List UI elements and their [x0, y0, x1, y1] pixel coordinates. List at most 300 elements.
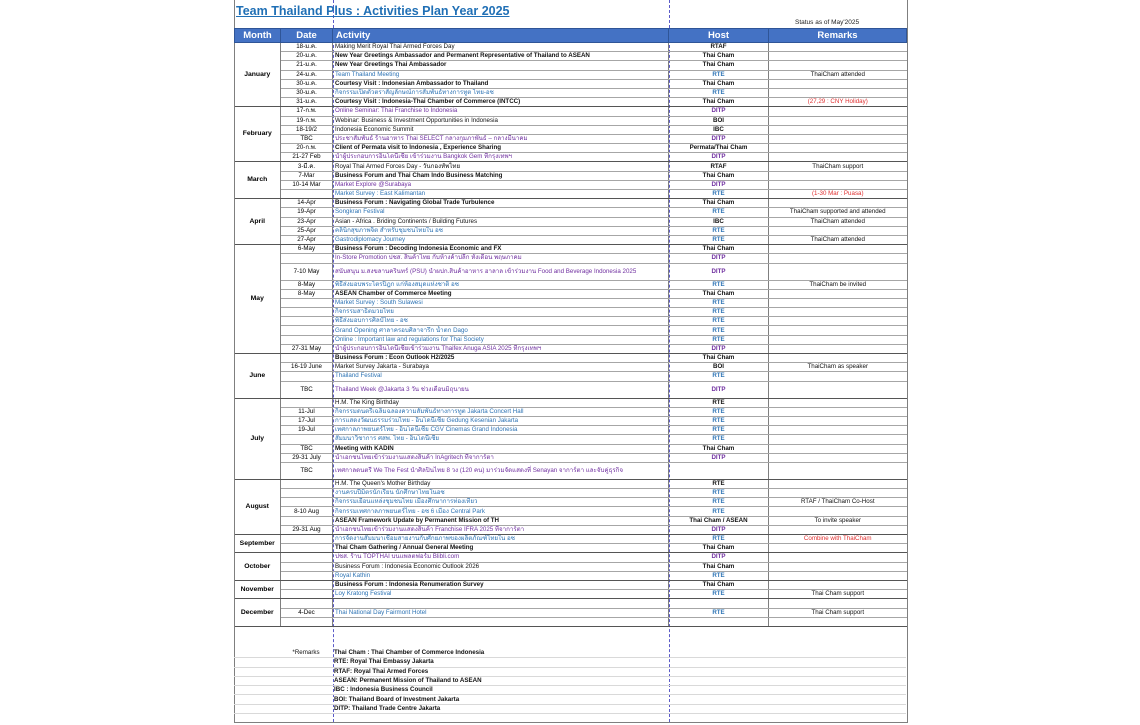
date-cell [281, 535, 333, 544]
remarks-cell: Thai Cham support [769, 590, 907, 599]
remarks-cell [769, 354, 907, 363]
host-cell: BOI [669, 116, 769, 125]
date-cell: 27-31 May [281, 344, 333, 353]
month-cell: April [235, 199, 281, 245]
host-cell: RTE [669, 398, 769, 407]
activity-cell: นำเอกชนไทยเข้าร่วมงานแสดงสินค้า Franchise IFRA 2025 ที่จาการ์ตา [333, 525, 669, 534]
date-cell [281, 590, 333, 599]
activity-cell: Meeting with KADIN [333, 444, 669, 453]
activity-cell: ASEAN Framework Update by Permanent Mission of TH [333, 516, 669, 525]
date-cell [281, 308, 333, 317]
month-cell: June [235, 354, 281, 399]
remarks-label [280, 676, 332, 685]
remarks-cell [769, 171, 907, 180]
remarks-cell [769, 335, 907, 344]
date-cell: 8-May [281, 280, 333, 289]
table-row [235, 363, 907, 372]
host-cell: DITP [669, 134, 769, 143]
table-row [235, 180, 907, 189]
table-row [235, 217, 907, 226]
host-cell: Thai Cham [669, 289, 769, 298]
date-cell [281, 553, 333, 562]
host-cell: RTE [669, 608, 769, 617]
date-cell [281, 317, 333, 326]
remarks-cell [769, 344, 907, 353]
remarks-cell: To invite speaker [769, 516, 907, 525]
remarks-cell [769, 116, 907, 125]
activity-cell: กิจกรรมเทศกาลภาพยนตร์ไทย - อซ 6 เมือง Central Park [333, 507, 669, 516]
table-row [235, 407, 907, 416]
host-cell: Permata/Thai Cham [669, 144, 769, 153]
remarks-cell [769, 599, 907, 608]
date-cell [281, 489, 333, 498]
remarks-cell [769, 125, 907, 134]
month-cell: January [235, 43, 281, 107]
date-cell [281, 562, 333, 571]
activity-cell: พิธีส่งมอบพระไตรปิฎก แก่ห้องสมุดแห่งชาติ อซ [333, 280, 669, 289]
activity-cell: Market Explore @Surabaya [333, 180, 669, 189]
table-row [235, 535, 907, 544]
date-cell [281, 498, 333, 507]
activity-cell: เทศกาลภาพยนตร์ไทย - อินโดนีเซีย CGV Cinemas Grand Indonesia [333, 426, 669, 435]
table-row [235, 489, 907, 498]
remarks-label [280, 704, 332, 713]
table-row [235, 444, 907, 453]
legend-entry: DITP: Thailand Trade Centre Jakarta [332, 704, 906, 713]
remarks-cell [769, 79, 907, 88]
table-row [235, 88, 907, 97]
table-row [235, 52, 907, 61]
host-cell: RTE [669, 507, 769, 516]
host-cell: RTE [669, 426, 769, 435]
activity-cell: Market Survey : South Sulawesi [333, 298, 669, 307]
date-cell: 31-ม.ค. [281, 98, 333, 107]
date-cell: 27-Apr [281, 235, 333, 244]
table-row [235, 245, 907, 254]
remarks-cell [769, 153, 907, 162]
remarks-cell [769, 134, 907, 143]
host-cell: RTE [669, 535, 769, 544]
table-row [235, 435, 907, 444]
date-cell: 14-Apr [281, 199, 333, 208]
host-cell [669, 617, 769, 626]
table-row [235, 308, 907, 317]
legend-row [234, 667, 906, 676]
table-row [235, 43, 907, 52]
activity-cell [333, 599, 669, 608]
host-cell: RTE [669, 479, 769, 488]
remarks-label [280, 658, 332, 667]
date-cell: TBC [281, 381, 333, 398]
host-cell: Thai Cham [669, 199, 769, 208]
activity-cell: Market Survey : East Kalimantan [333, 190, 669, 199]
activity-cell [333, 617, 669, 626]
host-cell: RTE [669, 372, 769, 381]
remarks-cell: ThaiCham supported and attended [769, 208, 907, 217]
table-body [235, 43, 907, 627]
activity-cell: กิจกรรมเปิดตัวตราสัญลักษณ์การสัมพันธ์ทางการทูต ไทย-อซ [333, 88, 669, 97]
remarks-cell [769, 199, 907, 208]
legend-row [234, 695, 906, 704]
table-row [235, 61, 907, 70]
legend-row [234, 649, 906, 658]
date-cell [281, 335, 333, 344]
activity-cell: Online Seminar: Thai Franchise to Indonesia [333, 107, 669, 116]
activity-cell: การจัดงานสัมมนาเชื่อมสายงานกับศักยภาพของผลิตภัณฑ์ไทยใน อซ [333, 535, 669, 544]
legend-row [234, 686, 906, 695]
activity-cell: คลินิกสุขภาพจิต สำหรับชุมชนไทยใน อซ [333, 226, 669, 235]
host-cell: RTE [669, 335, 769, 344]
host-cell: RTE [669, 489, 769, 498]
host-cell: DITP [669, 525, 769, 534]
date-cell: 30-ม.ค. [281, 88, 333, 97]
date-cell [281, 190, 333, 199]
host-cell: RTE [669, 308, 769, 317]
table-row [235, 263, 907, 280]
host-cell: DITP [669, 553, 769, 562]
table-row [235, 298, 907, 307]
table-row [235, 571, 907, 580]
table-row [235, 134, 907, 143]
host-cell: RTE [669, 416, 769, 425]
remarks-cell [769, 226, 907, 235]
activity-cell: Courtesy Visit : Indonesian Ambassador to Thailand [333, 79, 669, 88]
remarks-cell [769, 263, 907, 280]
table-row [235, 599, 907, 608]
header-date: Date [281, 29, 333, 43]
month-cell: July [235, 398, 281, 479]
table-row [235, 372, 907, 381]
host-cell: RTE [669, 590, 769, 599]
remarks-cell [769, 107, 907, 116]
host-cell: DITP [669, 254, 769, 263]
table-row [235, 116, 907, 125]
table-row [235, 226, 907, 235]
table-row [235, 254, 907, 263]
remarks-cell [769, 435, 907, 444]
table-row [235, 381, 907, 398]
table-row [235, 562, 907, 571]
activity-cell: Business Forum : Indonesia Renumeration Survey [333, 580, 669, 589]
activity-cell: ประชาสัมพันธ์ ร้านอาหาร Thai SELECT กลางกุมภาพันธ์ – กลางมีนาคม [333, 134, 669, 143]
header-remarks: Remarks [769, 29, 907, 43]
table-row [235, 553, 907, 562]
date-cell [281, 354, 333, 363]
activity-cell: Courtesy Visit : Indonesia-Thai Chamber of Commerce (INTCC) [333, 98, 669, 107]
date-cell [281, 544, 333, 553]
table-row [235, 335, 907, 344]
date-cell: 6-May [281, 245, 333, 254]
host-cell: Thai Cham [669, 52, 769, 61]
date-cell: 23-Apr [281, 217, 333, 226]
table-row [235, 580, 907, 589]
legend-spacer [234, 704, 280, 713]
host-cell: RTE [669, 280, 769, 289]
host-cell: Thai Cham [669, 444, 769, 453]
host-cell: RTE [669, 298, 769, 307]
remarks-cell [769, 43, 907, 52]
table-row [235, 479, 907, 488]
host-cell [669, 462, 769, 479]
table-row [235, 354, 907, 363]
table-row [235, 70, 907, 79]
activity-cell: นำผู้ประกอบการอินโดนีเซียเข้าร่วมงาน Thaifex Anuga ASIA 2025 ที่กรุงเทพฯ [333, 344, 669, 353]
host-cell: Thai Cham [669, 544, 769, 553]
legend-entry: IBC : Indonesia Business Council [332, 686, 906, 695]
table-row [235, 280, 907, 289]
table-row [235, 453, 907, 462]
header-host: Host [669, 29, 769, 43]
activity-cell: งานครบปีมิตรนักเรียน นักศึกษาไทยในอซ [333, 489, 669, 498]
table-row [235, 125, 907, 134]
remarks-label: *Remarks [280, 649, 332, 658]
host-cell: Thai Cham / ASEAN [669, 516, 769, 525]
remarks-cell [769, 398, 907, 407]
remarks-cell [769, 426, 907, 435]
activity-cell: Online : Important law and regulations for Thai Society [333, 335, 669, 344]
month-cell: March [235, 162, 281, 199]
date-cell: 29-31 Aug [281, 525, 333, 534]
host-cell: Thai Cham [669, 580, 769, 589]
remarks-cell [769, 245, 907, 254]
date-cell [281, 326, 333, 335]
date-cell: 10-14 Mar [281, 180, 333, 189]
activity-cell: การแสดงวัฒนธรรมร่วมไทย - อินโดนีเซีย Gedung Kesenian Jakarta [333, 416, 669, 425]
host-cell: Thai Cham [669, 245, 769, 254]
table-row [235, 208, 907, 217]
date-cell: 25-Apr [281, 226, 333, 235]
date-cell: 11-Jul [281, 407, 333, 416]
host-cell: RTE [669, 326, 769, 335]
host-cell: RTE [669, 226, 769, 235]
date-cell: 20-ม.ค. [281, 52, 333, 61]
remarks-cell [769, 416, 907, 425]
remarks-cell [769, 525, 907, 534]
table-row [235, 617, 907, 626]
host-cell: DITP [669, 263, 769, 280]
host-cell: Thai Cham [669, 79, 769, 88]
activity-cell: Royal Kathin [333, 571, 669, 580]
activity-cell: In-Store Promotion ปชส. สินค้าไทย กับห้างค้าปลีก ทั้งเดือน พฤษภาคม [333, 254, 669, 263]
date-cell: 18-ม.ค. [281, 43, 333, 52]
host-cell: Thai Cham [669, 98, 769, 107]
activity-cell: New Year Greetings Thai Ambassador [333, 61, 669, 70]
activity-cell: Thailand Week @Jakarta 3 วัน ช่วงเดือนมิถุนายน [333, 381, 669, 398]
remarks-cell [769, 298, 907, 307]
remarks-cell [769, 326, 907, 335]
date-cell: TBC [281, 462, 333, 479]
activity-cell: สนับสนุน ม.สงขลานครินทร์ (PSU) นำผปก.สินค้าอาหาร ฮาลาล เข้าร่วมงาน Food and Beverage Indonesia 2025 [333, 263, 669, 280]
remarks-cell [769, 553, 907, 562]
activity-cell: Gastrodiplomacy Journey [333, 235, 669, 244]
table-row [235, 544, 907, 553]
host-cell: Thai Cham [669, 61, 769, 70]
date-cell: 21-ม.ค. [281, 61, 333, 70]
table-row [235, 462, 907, 479]
remarks-cell [769, 88, 907, 97]
remarks-cell [769, 507, 907, 516]
host-cell: IBC [669, 217, 769, 226]
table-row [235, 525, 907, 534]
remarks-cell [769, 317, 907, 326]
header-month: Month [235, 29, 281, 43]
host-cell: RTE [669, 208, 769, 217]
remarks-cell [769, 144, 907, 153]
table-row [235, 344, 907, 353]
host-cell: RTE [669, 498, 769, 507]
table-row [235, 162, 907, 171]
date-cell [281, 479, 333, 488]
month-cell: February [235, 107, 281, 162]
host-cell [669, 599, 769, 608]
legend-entry: BOI: Thailand Board of Investment Jakarta [332, 695, 906, 704]
host-cell: RTE [669, 88, 769, 97]
date-cell: 8-May [281, 289, 333, 298]
host-cell: RTE [669, 70, 769, 79]
activity-cell: Thai National Day Fairmont Hotel [333, 608, 669, 617]
remarks-cell: ThaiCham attended [769, 217, 907, 226]
remarks-cell: ThaiCham be invited [769, 280, 907, 289]
remarks-cell [769, 180, 907, 189]
host-cell: RTAF [669, 162, 769, 171]
date-cell: 17-Jul [281, 416, 333, 425]
host-cell: RTE [669, 571, 769, 580]
activity-cell: กิจกรรมสาธิตมวยไทย [333, 308, 669, 317]
remarks-cell: ThaiCham as speaker [769, 363, 907, 372]
legend-spacer [234, 676, 280, 685]
date-cell: 3-มี.ค. [281, 162, 333, 171]
table-row [235, 190, 907, 199]
activity-cell: Business Forum : Navigating Global Trade Turbulence [333, 199, 669, 208]
activity-cell: Webinar: Business & Investment Opportunities in Indonesia [333, 116, 669, 125]
table-row [235, 317, 907, 326]
month-cell: August [235, 479, 281, 534]
remarks-cell [769, 562, 907, 571]
activity-cell: Business Forum and Thai Cham Indo Business Matching [333, 171, 669, 180]
activity-cell: Indonesia Economic Summit [333, 125, 669, 134]
date-cell [281, 580, 333, 589]
host-cell: DITP [669, 153, 769, 162]
remarks-cell [769, 453, 907, 462]
table-row [235, 98, 907, 107]
activity-cell: เทศกาลดนตรี We The Fest นำศิลปินไทย 8 วง (120 คน) มาร่วมจัดแสดงที่ Senayan จาการ์ตา และจับคู่ธุรกิจ [333, 462, 669, 479]
remarks-cell [769, 52, 907, 61]
date-cell [281, 516, 333, 525]
date-cell [281, 599, 333, 608]
activity-cell: กิจกรรมเยือนแหล่งชุมชนไทย เมืองศึกษาการท่องเที่ยว [333, 498, 669, 507]
legend-spacer [234, 658, 280, 667]
table-row [235, 235, 907, 244]
table-row [235, 426, 907, 435]
legend-row [234, 704, 906, 713]
activity-cell: New Year Greetings Ambassador and Permanent Representative of Thailand to ASEAN [333, 52, 669, 61]
month-cell: December [235, 599, 281, 627]
date-cell: 7-Mar [281, 171, 333, 180]
date-cell: 21-27 Feb [281, 153, 333, 162]
remarks-cell: ThaiCham attended [769, 235, 907, 244]
activity-cell: Client of Permata visit to Indonesia , Experience Sharing [333, 144, 669, 153]
host-cell: RTE [669, 317, 769, 326]
remarks-cell [769, 372, 907, 381]
activity-cell: Asian - Africa . Briding Continents / Building Futures [333, 217, 669, 226]
legend-spacer [234, 686, 280, 695]
date-cell: 16-19 June [281, 363, 333, 372]
date-cell: 19-Jul [281, 426, 333, 435]
activities-table [234, 28, 907, 627]
host-cell: Thai Cham [669, 354, 769, 363]
table-row [235, 516, 907, 525]
activity-cell: ปชส. ร้าน TOPTHAI บนแพลตฟอร์ม Blibli.com [333, 553, 669, 562]
table-row [235, 107, 907, 116]
date-cell: 30-ม.ค. [281, 79, 333, 88]
date-cell: 8-10 Aug [281, 507, 333, 516]
date-cell [281, 372, 333, 381]
date-cell: 19-Apr [281, 208, 333, 217]
activity-cell: Market Survey Jakarta - Surabaya [333, 363, 669, 372]
date-cell: 29-31 July [281, 453, 333, 462]
remarks-cell [769, 580, 907, 589]
host-cell: Thai Cham [669, 562, 769, 571]
activity-cell: พิธีส่งมอบการศิลป์ไทย - อซ [333, 317, 669, 326]
legend-entry: RTAF: Royal Thai Armed Forces [332, 667, 906, 676]
date-cell [281, 617, 333, 626]
remarks-cell [769, 444, 907, 453]
date-cell: 7-10 May [281, 263, 333, 280]
remarks-label [280, 667, 332, 676]
date-cell: 17-ก.พ. [281, 107, 333, 116]
activity-cell: Songkran Festival [333, 208, 669, 217]
activity-cell: กิจกรรมดนตรีเฉลิมฉลองความสัมพันธ์ทางการทูต Jakarta Concert Hall [333, 407, 669, 416]
remarks-cell [769, 479, 907, 488]
host-cell: DITP [669, 180, 769, 189]
table-row [235, 608, 907, 617]
legend-spacer [234, 649, 280, 658]
date-cell: 20-ก.พ. [281, 144, 333, 153]
legend-row [234, 658, 906, 667]
table-row [235, 289, 907, 298]
table-header-row [235, 29, 907, 43]
remarks-cell: RTAF / ThaiCham Co-Host [769, 498, 907, 507]
table-row [235, 507, 907, 516]
legend-entry: Thai Cham : Thai Chamber of Commerce Indonesia [332, 649, 906, 658]
remarks-cell: (1-30 Mar : Puasa) [769, 190, 907, 199]
remarks-label [280, 686, 332, 695]
host-cell: DITP [669, 344, 769, 353]
remarks-cell [769, 289, 907, 298]
date-cell: 18-19/2 [281, 125, 333, 134]
legend-body [234, 649, 906, 714]
date-cell: 4-Dec [281, 608, 333, 617]
legend-spacer [234, 667, 280, 676]
remarks-cell [769, 462, 907, 479]
activity-cell: Thailand Festival [333, 372, 669, 381]
page-title: Team Thailand Plus : Activities Plan Year 2025 [236, 4, 510, 18]
activity-cell: Royal Thai Armed Forces Day - วันกองทัพไทย [333, 162, 669, 171]
activity-cell: นำเอกชนไทยเข้าร่วมงานแสดงสินค้า InAgritech ที่จาการ์ตา [333, 453, 669, 462]
remarks-cell: ThaiCham attended [769, 70, 907, 79]
remarks-cell: ThaiCham support [769, 162, 907, 171]
activity-cell: H.M. The King Birthday [333, 398, 669, 407]
activity-cell: นำผู้ประกอบการอินโดนีเซีย เข้าร่วมงาน Bangkok Gem ที่กรุงเทพฯ [333, 153, 669, 162]
activity-cell: Business Forum : Decoding Indonesia Economic and FX [333, 245, 669, 254]
date-cell [281, 254, 333, 263]
table-row [235, 326, 907, 335]
host-cell: BOI [669, 363, 769, 372]
activity-cell: Team Thailand Meeting [333, 70, 669, 79]
remarks-cell: Combine with ThaiCham [769, 535, 907, 544]
remarks-cell [769, 308, 907, 317]
table-row [235, 416, 907, 425]
